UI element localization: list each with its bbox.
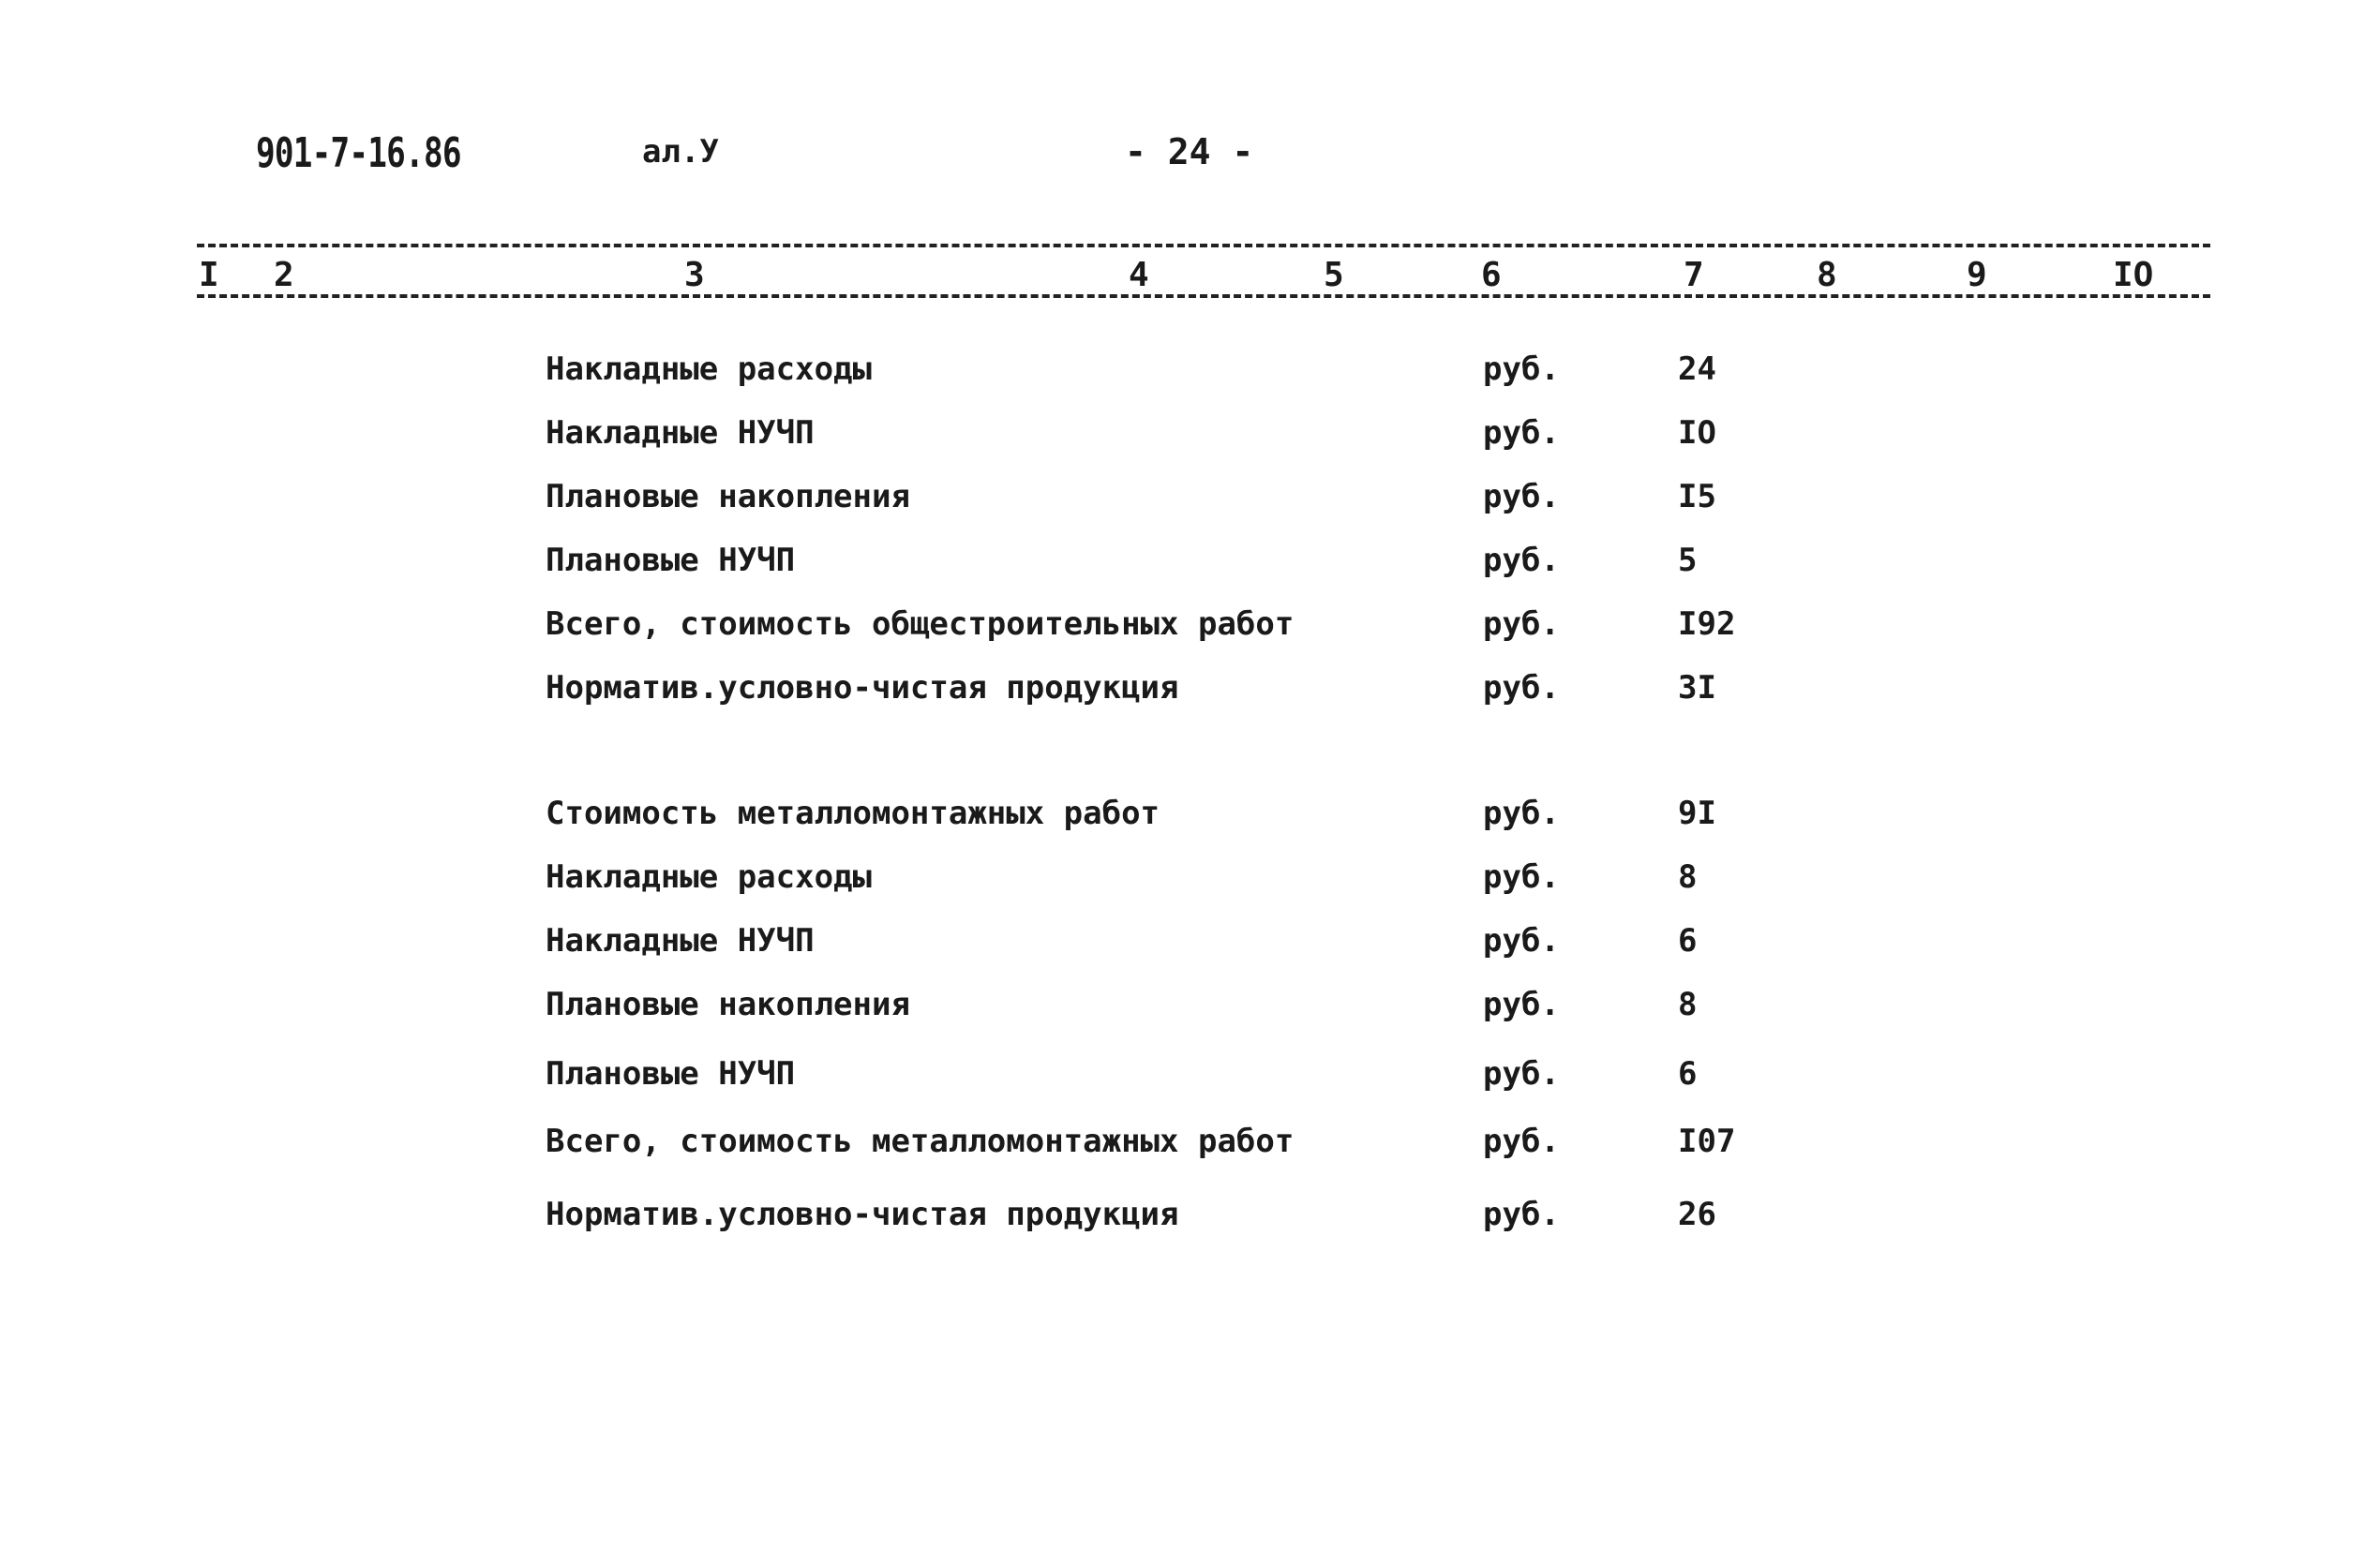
column-number: 4: [1125, 257, 1153, 294]
column-number: 2: [270, 257, 298, 294]
item-name: Накладные расходы: [546, 350, 872, 388]
item-unit: руб.: [1483, 542, 1560, 579]
item-name: Всего, стоимость металломонтажных работ: [546, 1123, 1295, 1160]
item-unit: руб.: [1483, 350, 1560, 388]
header-bottom-rule: [197, 294, 2210, 298]
column-number: 5: [1320, 257, 1348, 294]
column-number: 3: [681, 257, 709, 294]
item-unit: руб.: [1483, 605, 1560, 643]
item-unit: руб.: [1483, 922, 1560, 960]
item-value: I5: [1678, 478, 1716, 515]
item-name: Плановые накопления: [546, 478, 910, 515]
item-name: Накладные расходы: [546, 858, 872, 896]
column-number: 6: [1477, 257, 1505, 294]
item-value: I07: [1678, 1123, 1736, 1160]
item-name: Всего, стоимость общестроительных работ: [546, 605, 1295, 643]
column-number: 9: [1963, 257, 1991, 294]
item-value: 8: [1678, 858, 1698, 896]
item-name: Норматив.условно-чистая продукция: [546, 1196, 1179, 1233]
page-number: - 24 -: [1125, 131, 1254, 172]
item-name: Накладные НУЧП: [546, 922, 815, 960]
item-value: IO: [1678, 414, 1716, 452]
item-value: 6: [1678, 1055, 1698, 1093]
item-name: Накладные НУЧП: [546, 414, 815, 452]
item-name: Стоимость металломонтажных работ: [546, 795, 1160, 832]
item-name: Плановые НУЧП: [546, 542, 796, 579]
item-unit: руб.: [1483, 986, 1560, 1023]
item-name: Плановые НУЧП: [546, 1055, 796, 1093]
item-unit: руб.: [1483, 858, 1560, 896]
item-name: Норматив.условно-чистая продукция: [546, 669, 1179, 707]
item-value: 5: [1678, 542, 1698, 579]
item-value: 9I: [1678, 795, 1716, 832]
item-unit: руб.: [1483, 1196, 1560, 1233]
item-name: Плановые накопления: [546, 986, 910, 1023]
item-value: 26: [1678, 1196, 1716, 1233]
column-number: 7: [1680, 257, 1708, 294]
document-code: 901-7-16.86: [256, 129, 461, 177]
item-unit: руб.: [1483, 669, 1560, 707]
column-number: 8: [1813, 257, 1841, 294]
header-top-rule: [197, 244, 2210, 247]
item-unit: руб.: [1483, 1123, 1560, 1160]
item-unit: руб.: [1483, 414, 1560, 452]
column-number: I: [195, 257, 223, 294]
item-value: I92: [1678, 605, 1736, 643]
column-number: IO: [2109, 257, 2157, 294]
item-unit: руб.: [1483, 1055, 1560, 1093]
item-value: 3I: [1678, 669, 1716, 707]
sheet-label: ал.У: [642, 133, 719, 171]
item-value: 24: [1678, 350, 1716, 388]
item-value: 6: [1678, 922, 1698, 960]
item-unit: руб.: [1483, 478, 1560, 515]
item-value: 8: [1678, 986, 1698, 1023]
item-unit: руб.: [1483, 795, 1560, 832]
